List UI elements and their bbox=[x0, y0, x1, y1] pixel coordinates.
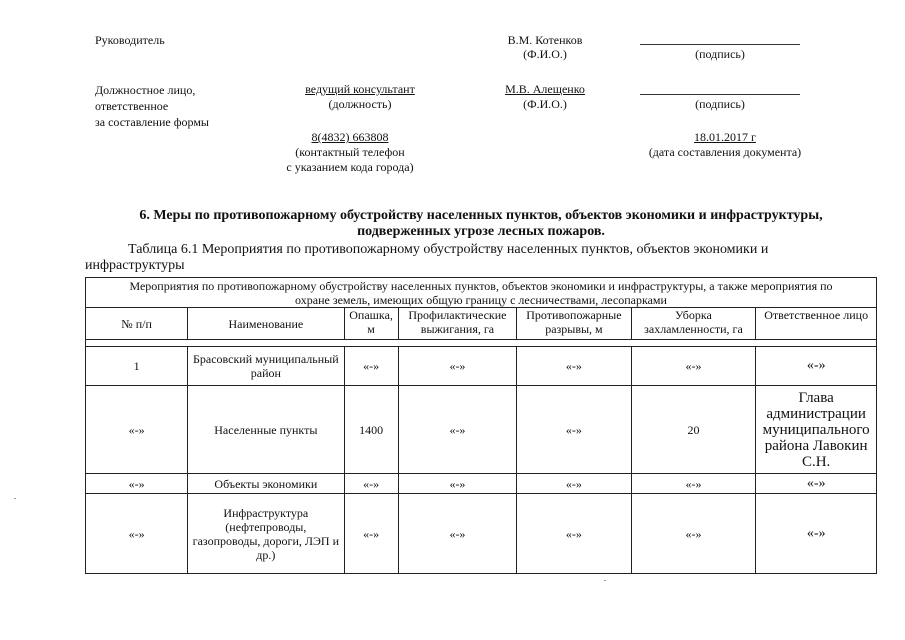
table-cell: Инфраструктура (нефтепроводы, газопроводы, дороги, ЛЭП и др.) bbox=[188, 494, 344, 574]
table-cell: 1 bbox=[86, 347, 188, 386]
table-cell: Брасовский муниципальный район bbox=[188, 347, 344, 386]
table-row bbox=[86, 474, 877, 494]
official-signature-label: (подпись) bbox=[695, 97, 745, 111]
official-label-line1: Должностное лицо, bbox=[95, 83, 196, 97]
official-signature-line bbox=[640, 94, 800, 95]
column-header-cleanup: Уборка захламленности, га bbox=[631, 308, 756, 340]
table-cell: «-» bbox=[344, 494, 398, 574]
table-caption-line2: инфраструктуры bbox=[85, 258, 185, 273]
table-row bbox=[86, 347, 877, 386]
table-cell: «-» bbox=[344, 474, 398, 494]
table-cell: 20 bbox=[631, 386, 756, 474]
leader-label: Руководитель bbox=[95, 33, 165, 47]
scan-speck bbox=[14, 498, 16, 499]
table-cell: «-» bbox=[756, 494, 877, 574]
official-position: ведущий консультант bbox=[305, 82, 415, 96]
column-header-burning: Профилактические выжигания, га bbox=[398, 308, 517, 340]
table-cell: «-» bbox=[398, 494, 517, 574]
official-name: М.В. Алещенко bbox=[505, 82, 585, 96]
table-cell: «-» bbox=[398, 386, 517, 474]
section-title-line1: 6. Меры по противопожарному обустройству населенных пунктов, объектов экономики и инфраструктуры, bbox=[139, 208, 823, 223]
leader-signature-label: (подпись) bbox=[695, 47, 745, 61]
column-header-name: Наименование bbox=[188, 308, 344, 340]
table-cell: «-» bbox=[344, 347, 398, 386]
document-date: 18.01.2017 г bbox=[694, 130, 756, 144]
official-label-line3: за составление формы bbox=[95, 115, 209, 129]
table-cell: «-» bbox=[631, 474, 756, 494]
table-cell: «-» bbox=[756, 474, 877, 494]
table-cell: 1400 bbox=[344, 386, 398, 474]
contact-phone-label-line1: (контактный телефон bbox=[295, 145, 405, 159]
official-fio-label: (Ф.И.О.) bbox=[523, 97, 567, 111]
table-cell-responsible: Глава администрации муниципального района Лавокин С.Н. bbox=[756, 386, 877, 474]
table-gap bbox=[86, 340, 877, 347]
table-title bbox=[86, 278, 877, 308]
leader-signature-line bbox=[640, 44, 800, 45]
table-cell: «-» bbox=[86, 474, 188, 494]
table-row bbox=[86, 386, 877, 474]
leader-fio-label: (Ф.И.О.) bbox=[523, 47, 567, 61]
table-cell: «-» bbox=[398, 347, 517, 386]
table-cell: «-» bbox=[86, 386, 188, 474]
table-cell: «-» bbox=[631, 347, 756, 386]
table-cell: Населенные пункты bbox=[188, 386, 344, 474]
table-cell: Объекты экономики bbox=[188, 474, 344, 494]
column-header-firebreaks: Противопожарные разрывы, м bbox=[517, 308, 631, 340]
table-header-row bbox=[86, 308, 877, 340]
table-caption-line1: Таблица 6.1 Мероприятия по противопожарному обустройству населенных пунктов, объектов экономики и bbox=[128, 242, 769, 257]
contact-phone: 8(4832) 663808 bbox=[311, 130, 389, 144]
scan-speck bbox=[604, 580, 606, 581]
table-cell: «-» bbox=[86, 494, 188, 574]
table-title-line2: охране земель, имеющих общую границу с лесничествами, лесопарками bbox=[295, 292, 667, 307]
section-title-line2: подверженных угрозе лесных пожаров. bbox=[357, 224, 605, 239]
table-row bbox=[86, 494, 877, 574]
measures-table bbox=[85, 277, 877, 574]
table-cell: «-» bbox=[517, 494, 631, 574]
table-cell: «-» bbox=[517, 474, 631, 494]
table-cell: «-» bbox=[631, 494, 756, 574]
column-header-plowing: Опашка, м bbox=[344, 308, 398, 340]
table-title-row bbox=[86, 278, 877, 308]
official-position-label: (должность) bbox=[328, 97, 392, 111]
document-date-label: (дата составления документа) bbox=[648, 145, 802, 159]
column-header-number: № п/п bbox=[86, 308, 188, 340]
contact-phone-label-line2: с указанием кода города) bbox=[286, 160, 414, 174]
leader-name: В.М. Котенков bbox=[507, 33, 583, 47]
official-label-line2: ответственное bbox=[95, 99, 169, 113]
table-cell: «-» bbox=[517, 386, 631, 474]
table-cell: «-» bbox=[398, 474, 517, 494]
column-header-responsible: Ответственное лицо bbox=[756, 308, 877, 340]
table-title-line1: Мероприятия по противопожарному обустройству населенных пунктов, объектов экономики и инфраструктуры, а также мероприятия по bbox=[129, 278, 833, 293]
table-cell: «-» bbox=[756, 347, 877, 386]
table-cell: «-» bbox=[517, 347, 631, 386]
